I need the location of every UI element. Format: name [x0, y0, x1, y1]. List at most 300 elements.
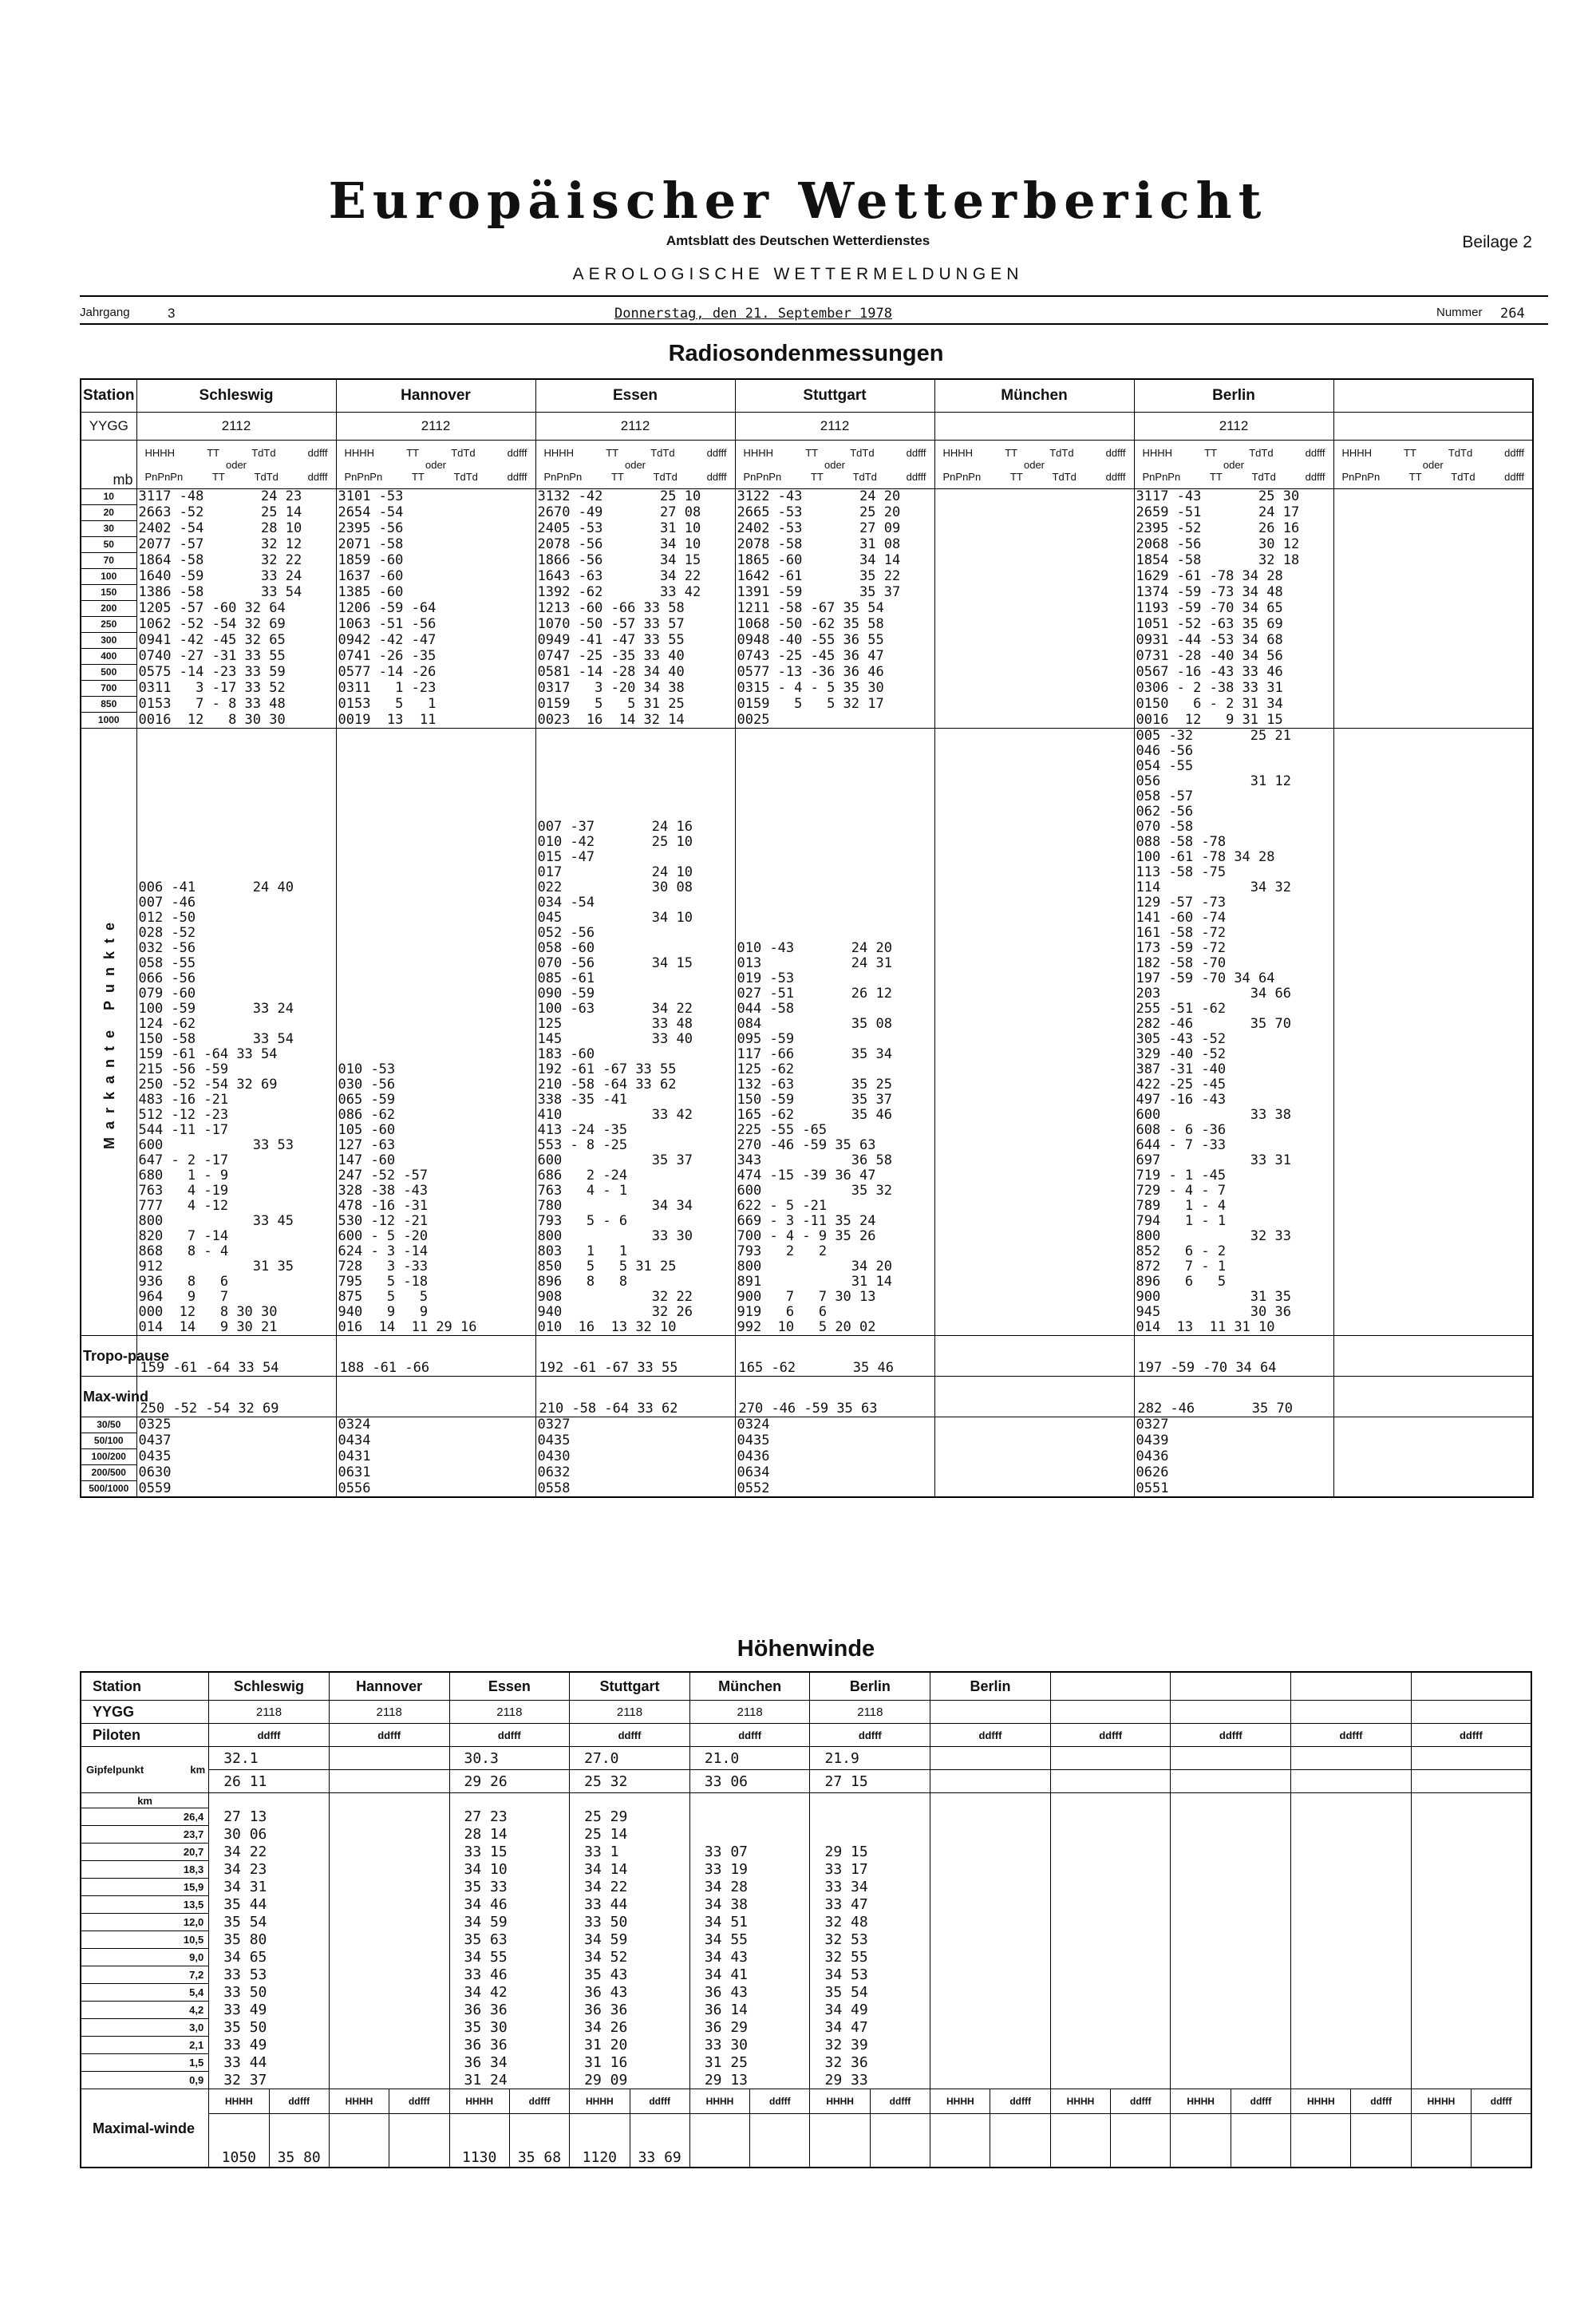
hw-level-value: 31 25 — [689, 2054, 810, 2072]
issue-date: Donnerstag, den 21. September 1978 — [614, 306, 892, 322]
hw-spacer — [1050, 2114, 1110, 2148]
code-label: ddfff — [1305, 470, 1325, 483]
code-label: TT — [207, 446, 220, 459]
hw-level-value — [930, 1914, 1051, 1931]
shear-row — [81, 1465, 1533, 1481]
hw-station-row-value — [1171, 1672, 1291, 1701]
significant-value: 680 1 - 9 — [136, 1168, 336, 1184]
hw-level-value — [1291, 1826, 1412, 1844]
significant-value: 875 5 5 — [336, 1290, 535, 1305]
hw-level-value — [329, 1914, 449, 1931]
hw-spacer — [449, 2114, 509, 2148]
shear-value: 0434 — [336, 1433, 535, 1449]
hw-level-value — [1171, 1984, 1291, 2002]
significant-value: 850 5 5 31 25 — [535, 1259, 735, 1274]
hw-level-value — [930, 2037, 1051, 2054]
significant-value: 247 -52 -57 — [336, 1168, 535, 1184]
level-value — [1333, 649, 1533, 665]
significant-value — [735, 835, 934, 850]
hw-level-value: 35 63 — [449, 1931, 570, 1949]
significant-value: 600 33 53 — [136, 1138, 336, 1153]
km-label: km — [81, 1793, 209, 1808]
hw-level-value — [1291, 1808, 1412, 1826]
gipfel-km-value: 30.3 — [449, 1747, 570, 1770]
hw-level-value: 33 49 — [209, 2037, 330, 2054]
significant-value — [336, 729, 535, 745]
hw-level-value: 36 43 — [689, 1984, 810, 2002]
significant-value — [934, 1123, 1134, 1138]
code-label: ddfff — [906, 470, 926, 483]
hw-station-row-label: Station — [81, 1672, 209, 1701]
hw-spacer — [1231, 2114, 1290, 2148]
hw-max-value-row — [81, 2148, 1531, 2168]
hw-station-row-value: Schleswig — [209, 1672, 330, 1701]
level-value: 2402 -54 28 10 — [136, 521, 336, 537]
ddfff-code: ddfff — [1050, 1724, 1171, 1747]
level-value: 0577 -14 -26 — [336, 665, 535, 681]
radiosonde-title: Radiosondenmessungen — [668, 341, 944, 366]
significant-value — [1333, 1017, 1533, 1032]
level-row — [81, 505, 1533, 521]
level-value: 0931 -44 -53 34 68 — [1134, 633, 1333, 649]
significant-value — [934, 1290, 1134, 1305]
significant-value — [535, 804, 735, 820]
significant-value — [336, 820, 535, 835]
significant-row — [81, 1244, 1533, 1259]
code-label: PnPnPn — [543, 470, 583, 483]
hw-spacer — [810, 1793, 930, 1808]
significant-value — [1333, 880, 1533, 895]
significant-value: 608 - 6 -36 — [1134, 1123, 1333, 1138]
hw-spacer — [389, 2114, 449, 2148]
shear-row — [81, 1433, 1533, 1449]
code-label: HHHH — [344, 446, 375, 459]
significant-value: 763 4 - 1 — [535, 1184, 735, 1199]
significant-value: 820 7 -14 — [136, 1229, 336, 1244]
hw-level-value: 28 14 — [449, 1826, 570, 1844]
hhhh-code: HHHH — [810, 2089, 870, 2114]
yygg-value: 2112 — [1134, 413, 1333, 441]
significant-value: 045 34 10 — [535, 911, 735, 926]
hw-level-value — [930, 2072, 1051, 2089]
shear-value — [1333, 1465, 1533, 1481]
shear-value: 0632 — [535, 1465, 735, 1481]
hw-level-value — [1411, 1844, 1531, 1861]
hw-level-row — [81, 2002, 1531, 2019]
significant-value — [1333, 986, 1533, 1002]
significant-value — [1333, 804, 1533, 820]
hw-level-value: 34 46 — [449, 1896, 570, 1914]
level-value: 1854 -58 32 18 — [1134, 553, 1333, 569]
significant-value — [735, 789, 934, 804]
max-hhhh-value — [1291, 2148, 1351, 2168]
level-value: 1385 -60 — [336, 585, 535, 601]
shear-value: 0559 — [136, 1481, 336, 1498]
significant-value: 062 -56 — [1134, 804, 1333, 820]
level-value: 1392 -62 33 42 — [535, 585, 735, 601]
significant-row — [81, 1229, 1533, 1244]
hw-level-value — [1291, 2072, 1412, 2089]
significant-value: 100 -63 34 22 — [535, 1002, 735, 1017]
level-label: 300 — [81, 633, 136, 649]
km-code: km — [190, 1764, 206, 1776]
significant-value — [1333, 956, 1533, 971]
hw-level-value — [930, 1984, 1051, 2002]
hw-level-value: 30 06 — [209, 1826, 330, 1844]
significant-value — [1333, 865, 1533, 880]
code-label: TT — [805, 446, 819, 459]
level-value — [934, 601, 1134, 617]
significant-row — [81, 744, 1533, 759]
significant-value: 900 7 7 30 13 — [735, 1290, 934, 1305]
significant-value — [934, 1032, 1134, 1047]
significant-value — [934, 1229, 1134, 1244]
gipfel-label — [81, 1747, 209, 1793]
hw-level-value: 31 20 — [570, 2037, 690, 2054]
hw-level-value: 33 47 — [810, 1896, 930, 1914]
max-dd-value — [1472, 2148, 1531, 2168]
hw-level-value — [930, 1844, 1051, 1861]
hw-level-value — [1411, 2002, 1531, 2019]
hw-yygg-row-value: 2118 — [329, 1701, 449, 1724]
significant-value — [934, 1259, 1134, 1274]
gipfel-km-value: 21.0 — [689, 1747, 810, 1770]
hw-level-value — [329, 2019, 449, 2037]
tropopause-value — [934, 1336, 1134, 1377]
hw-level-value — [329, 1879, 449, 1896]
hw-level-value — [1411, 1914, 1531, 1931]
significant-value — [336, 1002, 535, 1017]
significant-row — [81, 729, 1533, 745]
hw-spacer — [570, 1793, 690, 1808]
significant-value — [1333, 1108, 1533, 1123]
code-label: ddfff — [507, 446, 527, 459]
hw-level-value — [1050, 1844, 1171, 1861]
oder-label: oder — [1422, 458, 1444, 471]
code-label: HHHH — [543, 446, 575, 459]
max-hhhh-value — [329, 2148, 389, 2168]
column-codes — [535, 441, 735, 489]
hw-level-value — [1291, 2019, 1412, 2037]
hw-level-value — [1291, 2054, 1412, 2072]
significant-row — [81, 1184, 1533, 1199]
significant-value: 124 -62 — [136, 1017, 336, 1032]
hw-level-value: 33 49 — [209, 2002, 330, 2019]
significant-value: 016 14 11 29 16 — [336, 1320, 535, 1336]
hw-level-value — [1411, 1984, 1531, 2002]
gipfel-dd-value: 33 06 — [689, 1770, 810, 1793]
code-label: TT — [406, 446, 420, 459]
max-dd-value — [870, 2148, 930, 2168]
significant-value — [934, 986, 1134, 1002]
significant-value — [934, 926, 1134, 941]
level-label: 700 — [81, 681, 136, 697]
hw-level-value — [930, 1931, 1051, 1949]
hw-spacer — [689, 1793, 810, 1808]
significant-value — [934, 759, 1134, 774]
level-row — [81, 601, 1533, 617]
hw-yygg-row-value: 2118 — [810, 1701, 930, 1724]
beilage-label: Beilage 2 — [1462, 233, 1532, 251]
significant-value — [1333, 1229, 1533, 1244]
code-label: ddfff — [307, 470, 328, 483]
significant-value: 647 - 2 -17 — [136, 1153, 336, 1168]
significant-row — [81, 1168, 1533, 1184]
level-row — [81, 585, 1533, 601]
level-label: 70 — [81, 553, 136, 569]
hw-level-value: 36 36 — [570, 2002, 690, 2019]
significant-value — [934, 729, 1134, 745]
hw-station-row-value: Berlin — [930, 1672, 1051, 1701]
significant-row — [81, 1093, 1533, 1108]
shear-value: 0435 — [136, 1449, 336, 1465]
hw-level-label: 26,4 — [81, 1808, 209, 1826]
ddfff-code: ddfff — [630, 2089, 689, 2114]
hw-spacer — [570, 2114, 630, 2148]
max-dd-value: 35 68 — [509, 2148, 569, 2168]
significant-value — [735, 759, 934, 774]
hw-level-value: 34 53 — [810, 1966, 930, 1984]
section-heading: AEROLOGISCHE WETTERMELDUNGEN — [572, 265, 1024, 283]
tropopause-row — [81, 1336, 1533, 1377]
hw-level-value: 35 54 — [209, 1914, 330, 1931]
hw-level-value: 32 55 — [810, 1949, 930, 1966]
hw-level-value — [930, 1826, 1051, 1844]
hw-level-value — [930, 1896, 1051, 1914]
hw-level-value — [1411, 1931, 1531, 1949]
hw-yygg-row-value: 2118 — [449, 1701, 570, 1724]
code-label: ddfff — [1105, 470, 1126, 483]
page-title: Europäischer Wetterbericht — [328, 172, 1268, 230]
level-value: 0019 13 11 — [336, 713, 535, 729]
hw-level-value: 27 13 — [209, 1808, 330, 1826]
level-value: 0577 -13 -36 36 46 — [735, 665, 934, 681]
significant-spacer — [81, 729, 136, 1336]
significant-value — [336, 835, 535, 850]
maxwind-value — [934, 1377, 1134, 1417]
hw-spacer — [449, 1793, 570, 1808]
hw-spacer — [1050, 1793, 1171, 1808]
significant-row — [81, 1077, 1533, 1093]
level-value: 2405 -53 31 10 — [535, 521, 735, 537]
page-subtitle: Amtsblatt des Deutschen Wetterdienstes — [666, 233, 930, 248]
hw-level-value: 35 30 — [449, 2019, 570, 2037]
code-label: TT — [1009, 470, 1023, 483]
significant-value — [934, 1305, 1134, 1320]
significant-value: 086 -62 — [336, 1108, 535, 1123]
hw-spacer — [870, 2114, 930, 2148]
level-value: 0306 - 2 -38 33 31 — [1134, 681, 1333, 697]
yygg-row — [81, 413, 1533, 441]
ddfff-code: ddfff — [570, 1724, 690, 1747]
significant-value: 763 4 -19 — [136, 1184, 336, 1199]
hw-level-value — [930, 1966, 1051, 1984]
code-label: TdTd — [1049, 446, 1074, 459]
gipfel-dd-value — [1411, 1770, 1531, 1793]
significant-value — [735, 911, 934, 926]
hw-level-value: 29 15 — [810, 1844, 930, 1861]
significant-value: 413 -24 -35 — [535, 1123, 735, 1138]
hw-level-value — [930, 2054, 1051, 2072]
significant-value — [336, 941, 535, 956]
hw-level-value: 34 38 — [689, 1896, 810, 1914]
significant-value: 034 -54 — [535, 895, 735, 911]
significant-value: 203 34 66 — [1134, 986, 1333, 1002]
hw-level-label: 18,3 — [81, 1861, 209, 1879]
max-hhhh-value — [1171, 2148, 1231, 2168]
level-value: 3101 -53 — [336, 489, 535, 505]
hw-level-row — [81, 1861, 1531, 1879]
significant-row — [81, 1017, 1533, 1032]
oder-label: oder — [1023, 458, 1045, 471]
significant-value: 070 -58 — [1134, 820, 1333, 835]
significant-value: 250 -52 -54 32 69 — [136, 1077, 336, 1093]
code-label: TdTd — [1052, 470, 1077, 483]
significant-row — [81, 865, 1533, 880]
column-codes — [136, 441, 336, 489]
significant-value: 410 33 42 — [535, 1108, 735, 1123]
significant-value: 015 -47 — [535, 850, 735, 865]
level-value — [934, 585, 1134, 601]
ddfff-code: ddfff — [449, 1724, 570, 1747]
hw-spacer — [1411, 2114, 1471, 2148]
hw-level-value: 27 23 — [449, 1808, 570, 1826]
significant-value — [1333, 1320, 1533, 1336]
radiosonde-table — [80, 378, 1534, 1498]
mb-label: mb — [81, 441, 136, 489]
level-row — [81, 649, 1533, 665]
shear-value — [934, 1433, 1134, 1449]
significant-value: 896 6 5 — [1134, 1274, 1333, 1290]
significant-value: 100 -59 33 24 — [136, 1002, 336, 1017]
hw-level-value: 34 41 — [689, 1966, 810, 1984]
hw-level-value — [1050, 1826, 1171, 1844]
significant-value: 197 -59 -70 34 64 — [1134, 971, 1333, 986]
hw-level-value — [1171, 1931, 1291, 1949]
significant-value: 422 -25 -45 — [1134, 1077, 1333, 1093]
ddfff-code: ddfff — [1411, 1724, 1531, 1747]
significant-value — [1333, 1002, 1533, 1017]
shear-row — [81, 1417, 1533, 1433]
hw-level-value: 36 34 — [449, 2054, 570, 2072]
hw-level-value: 35 33 — [449, 1879, 570, 1896]
significant-value: 483 -16 -21 — [136, 1093, 336, 1108]
max-dd-value — [1111, 2148, 1171, 2168]
significant-value: 052 -56 — [535, 926, 735, 941]
hw-level-value — [1050, 1966, 1171, 1984]
code-label: ddfff — [307, 446, 328, 459]
shear-value: 0552 — [735, 1481, 934, 1498]
shear-value — [934, 1465, 1134, 1481]
significant-value — [1333, 1138, 1533, 1153]
max-dd-value — [990, 2148, 1050, 2168]
significant-value — [1333, 1077, 1533, 1093]
level-value: 0743 -25 -45 36 47 — [735, 649, 934, 665]
significant-value — [735, 926, 934, 941]
hw-spacer — [329, 2114, 389, 2148]
significant-value — [934, 1199, 1134, 1214]
significant-value: 127 -63 — [336, 1138, 535, 1153]
significant-value — [136, 774, 336, 789]
significant-value — [535, 789, 735, 804]
significant-value — [1333, 835, 1533, 850]
significant-value: 255 -51 -62 — [1134, 1002, 1333, 1017]
significant-value — [1333, 1199, 1533, 1214]
significant-value: 803 1 1 — [535, 1244, 735, 1259]
maxwind-value: 250 -52 -54 32 69 — [136, 1377, 336, 1417]
maxwind-value — [1333, 1377, 1533, 1417]
level-value: 1068 -50 -62 35 58 — [735, 617, 934, 633]
gipfel-dd-value — [1291, 1770, 1412, 1793]
hw-level-value: 34 59 — [570, 1931, 690, 1949]
hw-level-value: 34 52 — [570, 1949, 690, 1966]
ddfff-code: ddfff — [389, 2089, 449, 2114]
hw-level-row — [81, 2019, 1531, 2037]
maximal-label: Maximal-winde — [81, 2089, 209, 2168]
gipfel-dd-value — [1050, 1770, 1171, 1793]
significant-value: 070 -56 34 15 — [535, 956, 735, 971]
code-label: TT — [1005, 446, 1018, 459]
level-value: 1205 -57 -60 32 64 — [136, 601, 336, 617]
level-value: 0948 -40 -55 36 55 — [735, 633, 934, 649]
significant-value — [934, 1168, 1134, 1184]
significant-value: 697 33 31 — [1134, 1153, 1333, 1168]
significant-value: 800 33 30 — [535, 1229, 735, 1244]
hw-level-value: 29 09 — [570, 2072, 690, 2089]
hw-station-row-value: Essen — [449, 1672, 570, 1701]
hw-level-value: 35 44 — [209, 1896, 330, 1914]
hw-level-value — [329, 1966, 449, 1984]
level-value: 2395 -56 — [336, 521, 535, 537]
level-value: 2665 -53 25 20 — [735, 505, 934, 521]
significant-value — [1333, 1184, 1533, 1199]
significant-value — [934, 1017, 1134, 1032]
hhhh-code: HHHH — [209, 2089, 269, 2114]
significant-value: 019 -53 — [735, 971, 934, 986]
significant-value: 010 -53 — [336, 1062, 535, 1077]
level-value — [1333, 681, 1533, 697]
significant-value: 014 13 11 31 10 — [1134, 1320, 1333, 1336]
level-value: 0159 5 5 32 17 — [735, 697, 934, 713]
hw-spacer — [1351, 2114, 1411, 2148]
shear-value — [1333, 1481, 1533, 1498]
hw-level-label: 12,0 — [81, 1914, 209, 1931]
significant-value: 940 32 26 — [535, 1305, 735, 1320]
hoehenwinde-title: Höhenwinde — [737, 1636, 875, 1662]
significant-value: 624 - 3 -14 — [336, 1244, 535, 1259]
significant-value: 125 -62 — [735, 1062, 934, 1077]
level-value: 0949 -41 -47 33 55 — [535, 633, 735, 649]
significant-value — [735, 729, 934, 745]
significant-value — [1333, 911, 1533, 926]
significant-value — [934, 956, 1134, 971]
ddfff-code: ddfff — [689, 1724, 810, 1747]
hw-level-value: 33 07 — [689, 1844, 810, 1861]
significant-value: 530 -12 -21 — [336, 1214, 535, 1229]
significant-value: 058 -60 — [535, 941, 735, 956]
significant-value: 129 -57 -73 — [1134, 895, 1333, 911]
shear-label: 30/50 — [81, 1417, 136, 1433]
level-value: 0315 - 4 - 5 35 30 — [735, 681, 934, 697]
tropopause-value — [1333, 1336, 1533, 1377]
yygg-value — [1333, 413, 1533, 441]
significant-value: 800 32 33 — [1134, 1229, 1333, 1244]
significant-row — [81, 804, 1533, 820]
significant-value — [934, 865, 1134, 880]
hw-level-label: 4,2 — [81, 2002, 209, 2019]
significant-value — [1333, 759, 1533, 774]
significant-row — [81, 759, 1533, 774]
